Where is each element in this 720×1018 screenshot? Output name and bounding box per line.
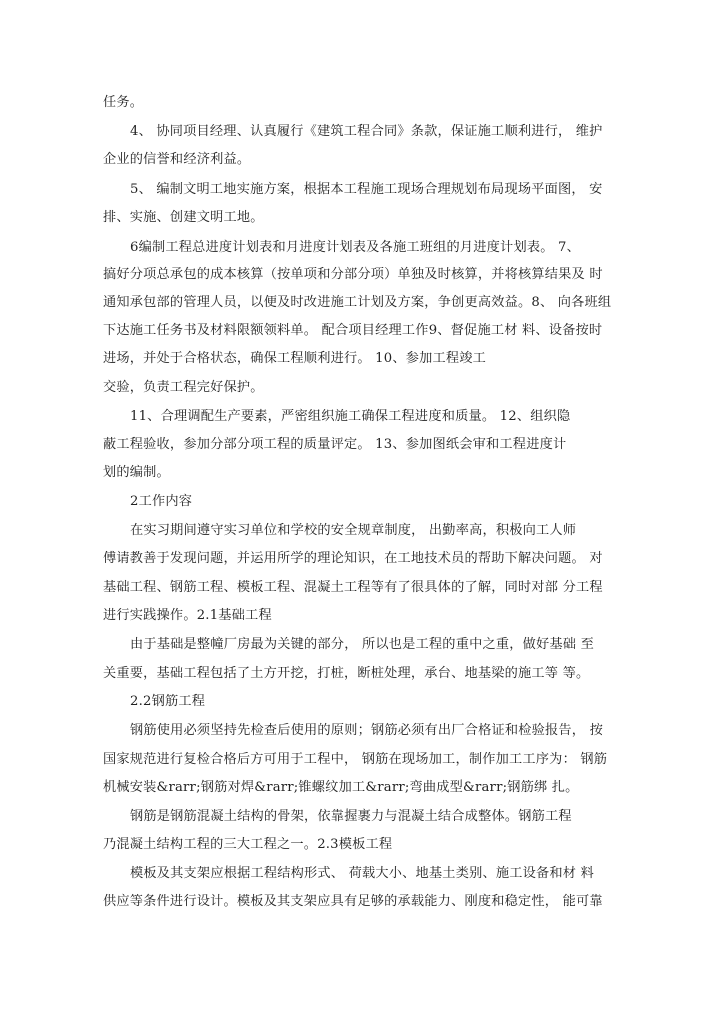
text-line: 关重要，基础工程包括了土方开挖，打桩，断桩处理，承台、地基梁的施工等 等。 <box>103 666 590 681</box>
section-heading: 2工作内容 <box>130 494 193 509</box>
text-line: 机械安装&rarr;钢筋对焊&rarr;锥螺纹加工&rarr;弯曲成型&rarr;钢筋绑 扎。 <box>103 780 579 795</box>
text-line: 傅请教善于发现问题，并运用所学的理论知识，在工地技术员的帮助下解决问题。 对 <box>103 551 603 566</box>
text-line: 排、实施、创建文明工地。 <box>103 210 264 225</box>
text-line: 基础工程、钢筋工程、模板工程、混凝土工程等有了很具体的了解，同时对部 分工程 <box>103 580 603 595</box>
text-line: 通知承包部的管理人员，以便及时改进施工计划及方案，争创更高效益。8、 向各班组 <box>103 295 612 310</box>
text-line: 搞好分项总承包的成本核算（按单项和分部分项）单独及时核算，并将核算结果及 时 <box>103 267 603 282</box>
text-line: 蔽工程验收，参加分部分项工程的质量评定。 13、参加图纸会审和工程进度计 <box>103 437 567 452</box>
text-line: 由于基础是整幢厂房最为关键的部分， 所以也是工程的重中之重，做好基础 至 <box>130 637 594 652</box>
text-line: 4、 协同项目经理、认真履行《建筑工程合同》条款，保证施工顺利进行， 维护 <box>130 124 603 139</box>
text-line: 任务。 <box>103 95 144 110</box>
text-line: 下达施工任务书及材料限额领料单。 配合项目经理工作9、督促施工材 料、设备按时 <box>103 323 603 338</box>
text-line: 钢筋是钢筋混凝土结构的骨架，依靠握裹力与混凝土结合成整体。钢筋工程 <box>130 809 572 824</box>
text-line: 5、 编制文明工地实施方案，根据本工程施工现场合理规划布局现场平面图， 安 <box>130 182 603 197</box>
text-line: 划的编制。 <box>103 465 170 480</box>
section-heading: 2.2钢筋工程 <box>130 694 206 709</box>
text-line: 6编制工程总进度计划表和月进度计划表及各施工班组的月进度计划表。 7、 <box>130 240 580 255</box>
text-line: 模板及其支架应根据工程结构形式、 荷载大小、地基土类别、施工设备和材 料 <box>130 866 594 881</box>
text-line: 进场，并处于合格状态，确保工程顺利进行。 10、参加工程竣工 <box>103 351 487 366</box>
text-line: 乃混凝土结构工程的三大工程之一。2.3模板工程 <box>103 837 393 852</box>
text-line: 交验，负责工程完好保护。 <box>103 380 264 395</box>
text-line: 国家规范进行复检合格后方可用于工程中， 钢筋在现场加工，制作加工工序为： 钢筋 <box>103 752 608 767</box>
text-line: 进行实践操作。2.1基础工程 <box>103 608 272 623</box>
text-line: 企业的信誉和经济利益。 <box>103 152 251 167</box>
text-line: 11、合理调配生产要素，严密组织施工确保工程进度和质量。 12、组织隐 <box>130 409 571 424</box>
text-line: 供应等条件进行设计。模板及其支架应具有足够的承载能力、刚度和稳定性， 能可靠 <box>103 894 603 909</box>
text-line: 钢筋使用必须坚持先检查后使用的原则；钢筋必须有出厂合格证和检验报告， 按 <box>130 723 603 738</box>
text-line: 在实习期间遵守实习单位和学校的安全规章制度， 出勤率高，积极向工人师 <box>130 523 577 538</box>
